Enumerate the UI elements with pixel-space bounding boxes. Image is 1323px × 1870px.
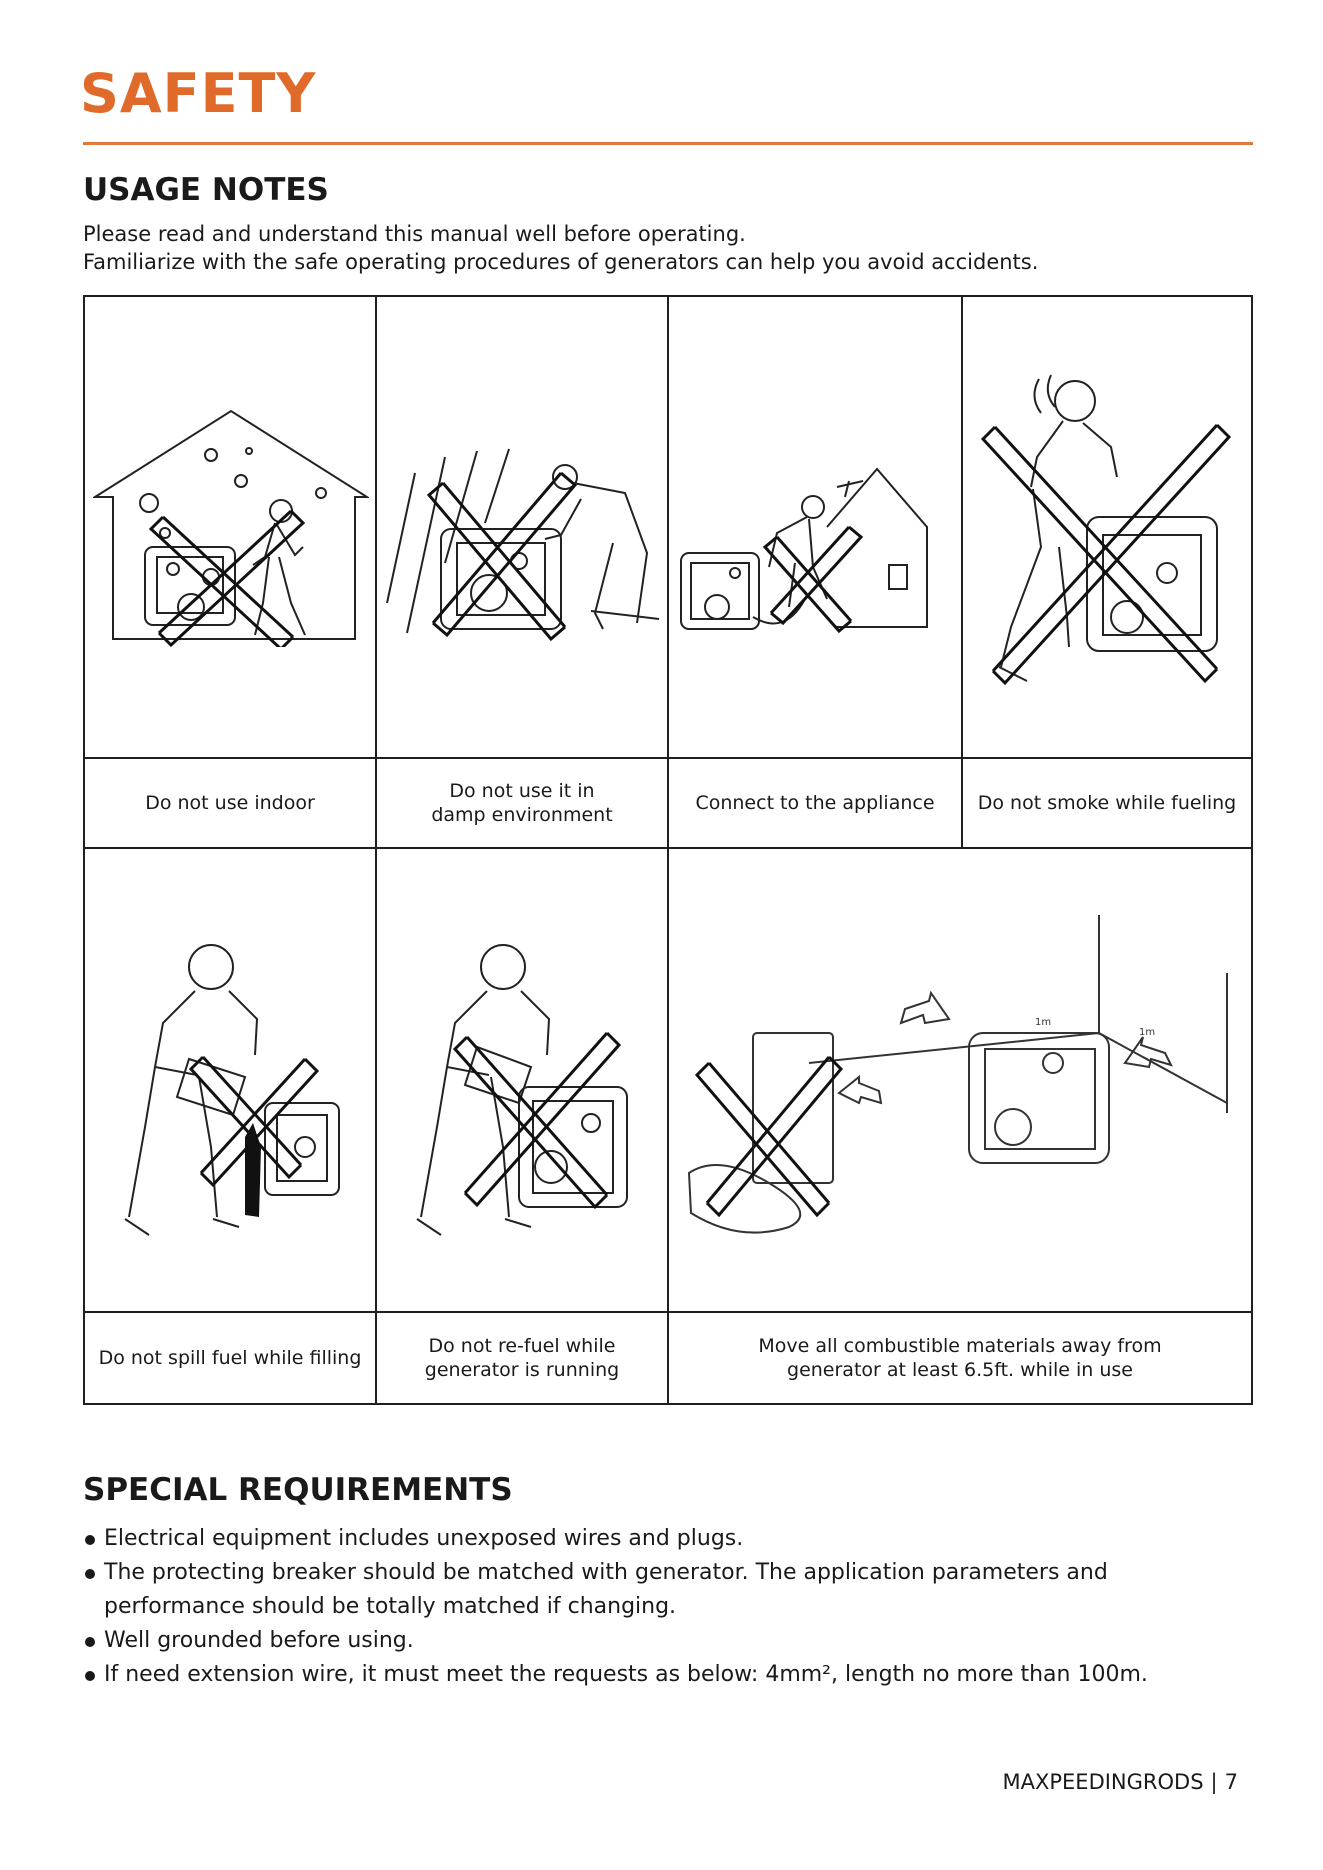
caption-text: Do not spill fuel while filling bbox=[98, 1347, 362, 1369]
combustible-distance-diagram bbox=[679, 913, 1245, 1253]
image-cell-spill bbox=[83, 847, 377, 1313]
distance-label: 1m bbox=[1035, 1017, 1052, 1028]
caption-text: Move all combustible materials away from bbox=[758, 1335, 1162, 1357]
list-item bbox=[83, 1658, 1253, 1692]
bullet-icon bbox=[85, 1569, 95, 1579]
list-item-text: Electrical equipment includes unexposed wires and plugs. bbox=[104, 1526, 744, 1551]
caption-text: Connect to the appliance bbox=[695, 792, 935, 814]
caption-text: Do not use indoor bbox=[145, 792, 315, 814]
list-item bbox=[83, 1624, 1253, 1658]
footer-separator: | bbox=[1210, 1770, 1218, 1794]
usage-notes-heading: USAGE NOTES bbox=[83, 172, 329, 208]
list-item-text: The protecting breaker should be matched with generator. The application parameters and bbox=[104, 1560, 1108, 1585]
intro-line: Please read and understand this manual well before operating. bbox=[83, 222, 746, 246]
image-cell-refuel bbox=[375, 847, 669, 1313]
caption-damp bbox=[375, 757, 669, 849]
appliance-illustration bbox=[677, 467, 957, 637]
image-cell-damp bbox=[375, 295, 669, 759]
spill-illustration bbox=[115, 927, 345, 1271]
image-cell-appliance bbox=[667, 295, 963, 759]
bullet-icon bbox=[85, 1637, 95, 1647]
caption-text: damp environment bbox=[431, 804, 613, 826]
image-cell-indoor bbox=[83, 295, 377, 759]
page-title: SAFETY bbox=[80, 62, 317, 125]
refuel-illustration bbox=[407, 927, 637, 1271]
bullet-icon bbox=[85, 1671, 95, 1681]
caption-spill bbox=[83, 1311, 377, 1405]
list-item bbox=[83, 1556, 1253, 1624]
caption-text: Do not re-fuel while bbox=[428, 1335, 616, 1357]
caption-text: generator at least 6.5ft. while in use bbox=[787, 1359, 1133, 1381]
caption-text: Do not smoke while fueling bbox=[977, 792, 1237, 814]
page-footer bbox=[1003, 1770, 1239, 1794]
caption-refuel bbox=[375, 1311, 669, 1405]
caption-text: generator is running bbox=[424, 1359, 620, 1381]
image-cell-combustible bbox=[667, 847, 1253, 1313]
damp-illustration bbox=[385, 443, 661, 643]
smoke-illustration bbox=[971, 367, 1247, 707]
special-requirements-heading: SPECIAL REQUIREMENTS bbox=[83, 1472, 513, 1508]
page-number: 7 bbox=[1224, 1770, 1238, 1794]
bullet-icon bbox=[85, 1535, 95, 1545]
image-cell-smoke bbox=[961, 295, 1253, 759]
title-divider bbox=[83, 142, 1253, 145]
distance-label: 1m bbox=[1139, 1027, 1156, 1038]
caption-text: Do not use it in bbox=[449, 780, 595, 802]
intro-line: Familiarize with the safe operating procedures of generators can help you avoid accidents. bbox=[83, 250, 1039, 274]
indoor-illustration bbox=[93, 407, 369, 647]
caption-combustible bbox=[667, 1311, 1253, 1405]
caption-smoke bbox=[961, 757, 1253, 849]
special-requirements-list bbox=[83, 1522, 1253, 1692]
caption-appliance bbox=[667, 757, 963, 849]
usage-notes-grid bbox=[83, 295, 1253, 1405]
list-item bbox=[83, 1522, 1253, 1556]
list-item-text: If need extension wire, it must meet the requests as below: 4mm², length no more than 100m. bbox=[104, 1662, 1148, 1687]
list-item-text: Well grounded before using. bbox=[104, 1628, 414, 1653]
list-item-text: performance should be totally matched if changing. bbox=[104, 1594, 677, 1619]
caption-indoor bbox=[83, 757, 377, 849]
usage-intro bbox=[83, 220, 1038, 276]
footer-brand: MAXPEEDINGRODS bbox=[1002, 1770, 1204, 1794]
